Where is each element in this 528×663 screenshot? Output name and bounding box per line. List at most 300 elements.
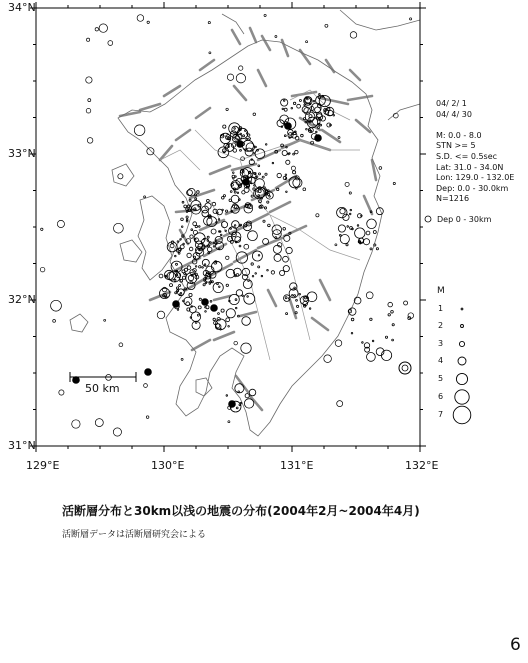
epicenter bbox=[202, 267, 204, 269]
epicenter bbox=[146, 416, 149, 419]
epicenter bbox=[370, 248, 372, 250]
epicenter bbox=[226, 210, 228, 212]
epicenter bbox=[246, 138, 248, 140]
magnitude-label-6: 6 bbox=[438, 392, 444, 401]
epicenter bbox=[137, 15, 144, 22]
magnitude-label-5: 5 bbox=[438, 374, 444, 383]
epicenter bbox=[267, 269, 269, 271]
epicenter bbox=[159, 274, 163, 278]
epicenter bbox=[192, 321, 200, 329]
epicenter bbox=[170, 244, 174, 248]
scale-bar-label: 50 km bbox=[85, 382, 120, 395]
epicenter bbox=[366, 292, 373, 299]
epicenter bbox=[233, 172, 235, 174]
epicenter bbox=[191, 229, 193, 231]
epicenter bbox=[291, 107, 293, 109]
epicenter bbox=[226, 395, 228, 397]
epicenter bbox=[207, 236, 209, 238]
epicenter bbox=[272, 162, 274, 164]
epicenter bbox=[239, 245, 241, 247]
active-fault bbox=[350, 70, 360, 80]
param-depth: Dep: 0.0 - 30.0km bbox=[436, 183, 509, 193]
epicenter bbox=[283, 228, 286, 231]
active-fault bbox=[214, 332, 234, 340]
magnitude-legend-circle bbox=[456, 373, 467, 384]
epicenter bbox=[264, 187, 266, 189]
epicenter bbox=[294, 295, 296, 297]
epicenter bbox=[234, 341, 238, 345]
epicenter bbox=[218, 219, 220, 221]
epicenter bbox=[295, 136, 299, 140]
epicenter bbox=[347, 226, 349, 228]
epicenter bbox=[199, 298, 201, 300]
epicenter bbox=[41, 228, 43, 230]
epicenter bbox=[269, 196, 271, 198]
epicenter bbox=[349, 213, 351, 215]
scale-bar bbox=[70, 372, 136, 382]
epicenter bbox=[183, 289, 185, 291]
epicenter bbox=[182, 276, 185, 279]
prefecture-border bbox=[195, 130, 360, 160]
epicenter bbox=[246, 133, 248, 135]
epicenter bbox=[264, 207, 266, 209]
epicenter bbox=[303, 118, 305, 120]
epicenter bbox=[305, 297, 307, 299]
epicenter-cluster bbox=[145, 369, 152, 376]
epicenter bbox=[340, 209, 345, 214]
epicenter bbox=[186, 216, 188, 218]
epicenter bbox=[251, 263, 253, 265]
active-fault bbox=[300, 50, 310, 64]
active-fault bbox=[140, 104, 160, 110]
epicenter bbox=[277, 173, 281, 177]
epicenter bbox=[306, 41, 308, 43]
epicenter bbox=[213, 246, 215, 248]
epicenter bbox=[236, 74, 245, 83]
epicenter bbox=[366, 231, 370, 235]
epicenter bbox=[247, 296, 249, 298]
epicenter bbox=[285, 174, 287, 176]
active-fault bbox=[240, 312, 256, 316]
epicenter bbox=[190, 235, 193, 238]
epicenter bbox=[239, 66, 243, 70]
epicenter bbox=[242, 317, 251, 326]
lat-label-31: 31°N bbox=[8, 439, 36, 452]
epicenter bbox=[337, 401, 343, 407]
epicenter bbox=[324, 355, 332, 363]
epicenter bbox=[95, 28, 98, 31]
epicenter bbox=[175, 255, 177, 257]
epicenter bbox=[184, 205, 187, 208]
magnitude-label-1: 1 bbox=[438, 304, 444, 313]
epicenter bbox=[236, 290, 242, 296]
epicenter bbox=[183, 243, 185, 245]
epicenter bbox=[228, 326, 230, 328]
epicenter-cluster bbox=[237, 141, 244, 148]
epicenter bbox=[391, 311, 394, 314]
epicenter bbox=[238, 391, 240, 393]
epicenter bbox=[195, 322, 197, 324]
active-fault bbox=[320, 280, 330, 300]
epicenter bbox=[240, 224, 242, 226]
epicenter bbox=[277, 188, 279, 190]
epicenter bbox=[231, 195, 239, 203]
epicenter bbox=[267, 201, 269, 203]
epicenter bbox=[180, 292, 182, 294]
epicenter bbox=[240, 402, 242, 404]
epicenter bbox=[296, 188, 298, 190]
epicenter bbox=[197, 314, 199, 316]
epicenter bbox=[273, 245, 281, 253]
epicenter bbox=[217, 283, 219, 285]
epicenter bbox=[325, 24, 328, 27]
epicenter bbox=[309, 308, 311, 310]
epicenter bbox=[198, 306, 201, 309]
epicenter bbox=[262, 176, 264, 178]
active-fault bbox=[214, 296, 230, 300]
island-coastline bbox=[196, 378, 212, 396]
epicenter bbox=[222, 209, 224, 211]
epicenter bbox=[189, 247, 193, 251]
epicenter bbox=[243, 135, 245, 137]
epicenter bbox=[292, 295, 294, 297]
epicenter bbox=[191, 312, 201, 322]
epicenter bbox=[335, 340, 342, 347]
epicenter bbox=[299, 293, 301, 295]
epicenter bbox=[174, 279, 176, 281]
epicenter bbox=[193, 222, 197, 226]
active-fault bbox=[250, 28, 256, 42]
epicenter bbox=[388, 314, 390, 316]
epicenter bbox=[244, 293, 255, 304]
epicenter bbox=[242, 170, 244, 172]
epicenter bbox=[176, 263, 178, 265]
epicenter bbox=[373, 231, 376, 234]
active-fault bbox=[210, 166, 230, 174]
map-frame bbox=[36, 8, 420, 446]
param-end-date: 04/ 4/ 30 bbox=[436, 109, 472, 119]
epicenter bbox=[235, 307, 237, 309]
active-fault bbox=[192, 340, 210, 350]
epicenter bbox=[268, 193, 270, 195]
epicenter bbox=[351, 318, 354, 321]
epicenter bbox=[234, 137, 236, 139]
epicenter bbox=[265, 173, 267, 175]
epicenter bbox=[40, 267, 45, 272]
epicenter bbox=[239, 404, 241, 406]
epicenter bbox=[282, 108, 284, 110]
epicenter bbox=[218, 313, 220, 315]
epicenter bbox=[295, 312, 297, 314]
epicenter bbox=[177, 241, 179, 243]
lon-label-129: 129°E bbox=[26, 459, 60, 472]
epicenter bbox=[226, 284, 228, 286]
epicenter bbox=[253, 188, 255, 190]
epicenter bbox=[233, 149, 237, 153]
depth-legend-label: Dep 0 - 30km bbox=[437, 215, 492, 224]
epicenter bbox=[226, 108, 228, 110]
magnitude-legend-title: M bbox=[437, 286, 445, 296]
param-lat: Lat: 31.0 - 34.0N bbox=[436, 162, 504, 172]
epicenter bbox=[286, 191, 288, 193]
epicenter bbox=[144, 196, 146, 198]
param-magnitude: M: 0.0 - 8.0 bbox=[436, 130, 482, 140]
epicenter bbox=[53, 320, 56, 323]
active-fault bbox=[290, 300, 296, 318]
epicenter bbox=[254, 185, 256, 187]
epicenter bbox=[104, 319, 106, 321]
epicenter bbox=[234, 128, 236, 130]
epicenter bbox=[235, 299, 237, 301]
epicenter bbox=[202, 210, 209, 217]
epicenter bbox=[257, 191, 259, 193]
epicenter bbox=[197, 191, 200, 194]
shikoku-coastline bbox=[388, 104, 420, 120]
epicenter bbox=[87, 38, 90, 41]
epicenter bbox=[303, 188, 306, 191]
epicenter bbox=[338, 225, 345, 232]
epicenter bbox=[274, 254, 281, 261]
epicenter bbox=[144, 384, 148, 388]
epicenter-cluster bbox=[315, 135, 322, 142]
epicenter bbox=[351, 332, 353, 334]
epicenter bbox=[189, 199, 191, 201]
epicenter bbox=[346, 244, 348, 246]
epicenter bbox=[404, 301, 408, 305]
epicenter bbox=[376, 248, 378, 250]
epicenter bbox=[363, 239, 369, 245]
epicenter bbox=[199, 266, 201, 268]
island-coastline bbox=[120, 240, 142, 262]
epicenter-cluster bbox=[285, 123, 292, 130]
epicenter bbox=[195, 266, 197, 268]
epicenter bbox=[199, 226, 201, 228]
epicenter bbox=[335, 244, 337, 246]
param-start-date: 04/ 2/ 1 bbox=[436, 99, 467, 108]
epicenter bbox=[258, 165, 260, 167]
epicenter bbox=[119, 343, 123, 347]
epicenter bbox=[194, 238, 196, 240]
epicenter bbox=[185, 274, 187, 276]
magnitude-label-3: 3 bbox=[438, 339, 444, 348]
epicenter-large bbox=[399, 362, 411, 374]
epicenter bbox=[210, 300, 212, 302]
epicenter-cluster bbox=[173, 301, 180, 308]
page-number: 6 bbox=[510, 635, 521, 655]
magnitude-legend-circle bbox=[461, 308, 463, 310]
epicenter bbox=[374, 244, 376, 246]
epicenter bbox=[295, 150, 298, 153]
epicenter bbox=[211, 229, 216, 234]
epicenter bbox=[392, 324, 394, 326]
epicenter bbox=[72, 420, 80, 428]
epicenter bbox=[182, 270, 185, 273]
prefecture-border bbox=[240, 160, 360, 260]
epicenter bbox=[293, 153, 295, 155]
epicenter bbox=[244, 244, 249, 249]
magnitude-legend-circles bbox=[453, 308, 471, 424]
epicenter bbox=[237, 192, 239, 194]
epicenter bbox=[252, 251, 262, 261]
lat-label-33: 33°N bbox=[8, 147, 36, 160]
epicenter bbox=[230, 191, 232, 193]
epicenter bbox=[219, 286, 221, 288]
epicenter bbox=[226, 309, 235, 318]
epicenter bbox=[114, 223, 124, 233]
lon-label-131: 131°E bbox=[280, 459, 314, 472]
epicenter bbox=[220, 234, 222, 236]
magnitude-legend-circle bbox=[458, 357, 466, 365]
epicenter bbox=[59, 390, 64, 395]
epicenter bbox=[339, 234, 341, 236]
epicenter bbox=[113, 428, 121, 436]
epicenter bbox=[95, 419, 103, 427]
epicenter bbox=[207, 199, 210, 202]
active-fault bbox=[232, 30, 240, 44]
epicenter bbox=[316, 131, 318, 133]
epicenter bbox=[118, 174, 123, 179]
epicenter bbox=[250, 182, 252, 184]
epicenter bbox=[259, 173, 261, 175]
epicenter bbox=[297, 305, 299, 307]
epicenter bbox=[233, 178, 235, 180]
epicenter bbox=[265, 144, 267, 146]
epicenter bbox=[189, 293, 192, 296]
epicenter bbox=[410, 18, 412, 20]
epicenter bbox=[240, 149, 242, 151]
epicenter bbox=[241, 343, 251, 353]
epicenter bbox=[86, 77, 92, 83]
epicenter bbox=[286, 247, 292, 253]
epicenter-cluster bbox=[243, 179, 250, 186]
epicenter bbox=[147, 21, 149, 23]
epicenter bbox=[255, 177, 257, 179]
active-fault bbox=[268, 290, 276, 306]
epicenter bbox=[230, 228, 232, 230]
epicenter bbox=[189, 306, 196, 313]
epicenter bbox=[147, 148, 154, 155]
kyushu-coastline bbox=[118, 40, 382, 436]
epicenter bbox=[99, 24, 107, 32]
epicenter bbox=[177, 309, 179, 311]
epicenter bbox=[223, 125, 226, 128]
epicenter bbox=[228, 421, 230, 423]
epicenter bbox=[181, 218, 184, 221]
active-fault bbox=[258, 70, 266, 86]
active-fault bbox=[234, 86, 246, 100]
magnitude-legend-circle bbox=[455, 390, 469, 404]
parameter-legend bbox=[436, 99, 514, 205]
magnitude-label-7: 7 bbox=[438, 410, 444, 419]
epicenter bbox=[285, 178, 287, 180]
active-fault bbox=[322, 130, 340, 142]
active-fault bbox=[196, 108, 210, 118]
epicenter bbox=[249, 138, 251, 140]
active-fault bbox=[262, 36, 270, 50]
active-fault bbox=[200, 60, 214, 70]
epicenter bbox=[234, 191, 236, 193]
epicenter bbox=[284, 135, 286, 137]
epicenter bbox=[316, 214, 319, 217]
epicenter bbox=[255, 273, 257, 275]
epicenter bbox=[293, 171, 296, 174]
epicenter bbox=[204, 264, 206, 266]
magnitude-legend-circle bbox=[453, 406, 471, 424]
active-fault bbox=[164, 86, 180, 96]
epicenter bbox=[333, 115, 335, 117]
epicenter bbox=[51, 300, 62, 311]
param-sd: S.D. <= 0.5sec bbox=[436, 151, 498, 161]
epicenter bbox=[355, 228, 365, 238]
magnitude-legend-circle bbox=[461, 325, 464, 328]
epicenter bbox=[271, 271, 274, 274]
epicenter bbox=[195, 198, 197, 200]
epicenter bbox=[226, 256, 229, 259]
epicenter bbox=[212, 202, 216, 206]
depth-legend-symbol bbox=[425, 216, 431, 222]
param-spacer bbox=[436, 120, 514, 131]
epicenter bbox=[87, 138, 93, 144]
epicenter bbox=[253, 113, 256, 116]
epicenter bbox=[205, 311, 207, 313]
epicenter bbox=[385, 336, 387, 338]
epicenter bbox=[381, 350, 391, 360]
epicenter bbox=[301, 134, 304, 137]
epicenter bbox=[213, 318, 215, 320]
epicenter bbox=[258, 255, 260, 257]
epicenter bbox=[175, 292, 177, 294]
epicenter bbox=[367, 353, 376, 362]
lat-label-32: 32°N bbox=[8, 293, 36, 306]
epicenter bbox=[350, 209, 352, 211]
active-fault bbox=[250, 396, 262, 410]
epicenter bbox=[88, 99, 91, 102]
epicenter-cluster bbox=[211, 305, 218, 312]
epicenter bbox=[264, 14, 266, 16]
epicenter bbox=[248, 231, 258, 241]
epicenter bbox=[243, 140, 254, 151]
epicenter bbox=[268, 224, 271, 227]
epicenter bbox=[372, 340, 374, 342]
epicenter bbox=[393, 182, 395, 184]
epicenter bbox=[286, 160, 290, 164]
active-fault bbox=[312, 318, 328, 330]
honshu-coastline bbox=[340, 10, 420, 30]
epicenter bbox=[182, 201, 184, 203]
epicenter bbox=[249, 389, 256, 396]
active-fault bbox=[282, 40, 288, 56]
epicenter bbox=[306, 128, 308, 130]
epicenter-cluster bbox=[202, 299, 209, 306]
epicenter bbox=[251, 195, 253, 197]
epicenter bbox=[263, 220, 265, 222]
epicenter bbox=[181, 358, 183, 360]
epicenter-cluster bbox=[73, 377, 80, 384]
epicenter bbox=[176, 274, 178, 276]
active-fault bbox=[190, 190, 214, 198]
epicenter bbox=[226, 318, 230, 322]
epicenter bbox=[283, 256, 289, 262]
epicenter bbox=[302, 106, 308, 112]
epicenter bbox=[296, 299, 298, 301]
epicenter bbox=[181, 226, 183, 228]
epicenter bbox=[253, 153, 255, 155]
epicenter bbox=[176, 287, 178, 289]
epicenter bbox=[258, 266, 260, 268]
epicenter bbox=[349, 192, 351, 194]
epicenter bbox=[299, 100, 301, 102]
figure-note: 活断層データは活断層研究会による bbox=[62, 530, 207, 540]
